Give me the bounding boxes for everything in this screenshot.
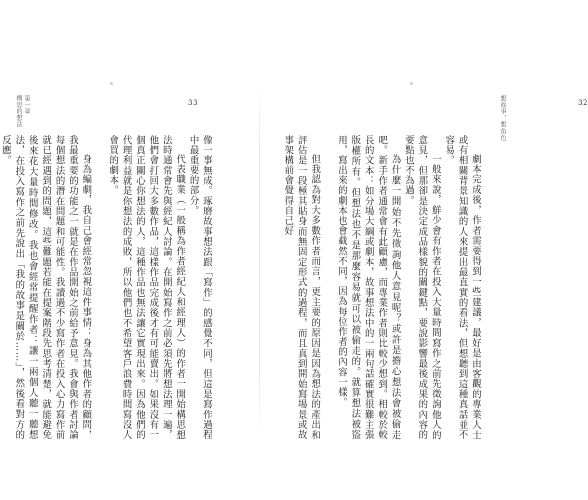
page-number-left: 33 [188, 99, 198, 107]
paragraph: 像一事無成。琢磨故事想法跟「寫作」的感覺不同，但這是寫作過程中最重要的部分。 [187, 135, 212, 440]
paragraph: 但我認為對大多數作者而言，更主要的原因是因為想法的產出和評估是一段極其貼身而無固定形式的過程，而且真到開始寫場景或故事架構前會覺得自己好 [282, 135, 321, 440]
left-page-body [0, 135, 213, 440]
right-page [260, 0, 588, 500]
crop-dot-icon [410, 82, 413, 85]
page-number-right: 32 [578, 99, 588, 107]
running-head-left: 第一章 構思的想法 [15, 95, 30, 128]
paragraph: 一般來說，鮮少會有作者在投入大量時間寫作之前先徵詢他人的意見，但那卻是決定成品樣貌的關鍵點，要說影響最後成果的內容的要點也不為過。 [402, 135, 441, 440]
left-page [0, 0, 260, 500]
paragraph: 身為編劇，我自己會經常忽視這件事情：身為其他作者的顧問，我最重要的功能之一就是在作品開始之前給予意見。我會與作者討論每個想法的潛在問題和可能性。我讀過不少寫作者在投入心力寫作前就已經遇到的問題，這些難題若能在提案階段先思考清楚，就能避免後來花大量時間修改。我也會經常提醒作者：讓一兩個人聽一聽想法，在投入寫作之前先說出「我的故事是關於……」，然後看對方的反應。 [0, 135, 92, 440]
paragraph: 代表職業（一般稱為作者經紀人和經理人）的作者一開始構思想法時通常會先與經紀人討論。在開始寫作之前必須先將想法理一遍，他們會打回大多數作品，這樣作品完成後才有可能賣出。如果沒有一個真正關心你想法的人，這種作品也無法讓它實現出來。因為他們的代理利益就是你想法的成敗，所以他們也不希望客戶浪費時間寫沒人會買的劇本。 [107, 135, 186, 440]
paragraph: 劇本完成後，作者需要得到一些建議，最好是由客觀的專業人士或有相關背景知識的人來提出最直實的看法，但想聽到這種真話並不容易。 [443, 135, 481, 440]
right-page-body [282, 135, 482, 440]
running-head-right: 想故事，想角色 [499, 95, 506, 142]
crop-dot-icon [110, 82, 113, 85]
paragraph: 為什麼一開始不先徵詢他人意見呢？或許是擔心想法會被偷走吧。新手作者通常會有此顧慮，而專業作者則比較少想到。相較於較長的文本：如分場大綱或劇本，故事想法中的一兩句話確實很難主張版權所有。但想法也不是那麼容易就可以被偷走的。就算想法被盜用，寫出來的劇本也會截然不同，因為每位作者的內容一樣。 [335, 135, 401, 440]
